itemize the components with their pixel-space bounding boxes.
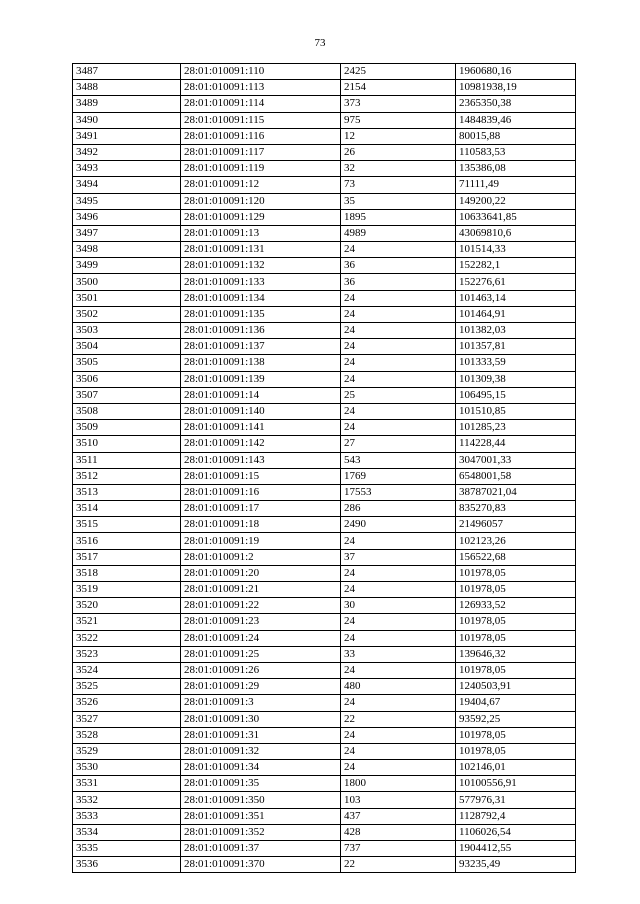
- row-number-cell: 3487: [73, 64, 181, 80]
- cadastral-number-cell: 28:01:010091:132: [181, 258, 341, 274]
- area-cell: 12: [341, 128, 456, 144]
- table-row: [73, 64, 576, 80]
- row-number-cell: 3496: [73, 209, 181, 225]
- row-number-cell: 3489: [73, 96, 181, 112]
- cadastral-value-cell: 577976,31: [456, 792, 576, 808]
- table-row: [73, 695, 576, 711]
- row-number-cell: 3516: [73, 533, 181, 549]
- cadastral-number-cell: 28:01:010091:23: [181, 614, 341, 630]
- cadastral-number-cell: 28:01:010091:110: [181, 64, 341, 80]
- cadastral-value-cell: 10100556,91: [456, 776, 576, 792]
- cadastral-number-cell: 28:01:010091:12: [181, 177, 341, 193]
- area-cell: 25: [341, 387, 456, 403]
- row-number-cell: 3536: [73, 857, 181, 873]
- cadastral-number-cell: 28:01:010091:21: [181, 582, 341, 598]
- table-row: [73, 614, 576, 630]
- row-number-cell: 3529: [73, 743, 181, 759]
- cadastral-number-cell: 28:01:010091:143: [181, 452, 341, 468]
- cadastral-value-cell: 101978,05: [456, 614, 576, 630]
- area-cell: 480: [341, 679, 456, 695]
- cadastral-number-cell: 28:01:010091:114: [181, 96, 341, 112]
- table-row: [73, 161, 576, 177]
- cadastral-value-cell: 102123,26: [456, 533, 576, 549]
- table-row: [73, 193, 576, 209]
- row-number-cell: 3502: [73, 306, 181, 322]
- cadastral-number-cell: 28:01:010091:24: [181, 630, 341, 646]
- table-row: [73, 727, 576, 743]
- cadastral-value-cell: 1960680,16: [456, 64, 576, 80]
- cadastral-value-cell: 10981938,19: [456, 80, 576, 96]
- table-row: [73, 339, 576, 355]
- cadastral-number-cell: 28:01:010091:3: [181, 695, 341, 711]
- table-row: [73, 565, 576, 581]
- cadastral-value-cell: 1240503,91: [456, 679, 576, 695]
- cadastral-value-cell: 110583,53: [456, 144, 576, 160]
- cadastral-value-cell: 101382,03: [456, 323, 576, 339]
- row-number-cell: 3493: [73, 161, 181, 177]
- cadastral-value-cell: 102146,01: [456, 760, 576, 776]
- row-number-cell: 3507: [73, 387, 181, 403]
- row-number-cell: 3501: [73, 290, 181, 306]
- cadastral-value-cell: 101978,05: [456, 662, 576, 678]
- cadastral-value-cell: 6548001,58: [456, 468, 576, 484]
- cadastral-value-cell: 835270,83: [456, 501, 576, 517]
- cadastral-number-cell: 28:01:010091:352: [181, 824, 341, 840]
- table-row: [73, 711, 576, 727]
- cadastral-number-cell: 28:01:010091:30: [181, 711, 341, 727]
- cadastral-number-cell: 28:01:010091:19: [181, 533, 341, 549]
- table-row: [73, 582, 576, 598]
- cadastral-value-cell: 135386,08: [456, 161, 576, 177]
- row-number-cell: 3531: [73, 776, 181, 792]
- cadastral-value-cell: 19404,67: [456, 695, 576, 711]
- cadastral-value-table: [72, 63, 576, 873]
- area-cell: 24: [341, 290, 456, 306]
- cadastral-value-cell: 101978,05: [456, 727, 576, 743]
- table-row: [73, 225, 576, 241]
- table-row: [73, 80, 576, 96]
- area-cell: 30: [341, 598, 456, 614]
- row-number-cell: 3533: [73, 808, 181, 824]
- cadastral-number-cell: 28:01:010091:2: [181, 549, 341, 565]
- row-number-cell: 3530: [73, 760, 181, 776]
- area-cell: 22: [341, 857, 456, 873]
- row-number-cell: 3526: [73, 695, 181, 711]
- cadastral-number-cell: 28:01:010091:32: [181, 743, 341, 759]
- cadastral-number-cell: 28:01:010091:134: [181, 290, 341, 306]
- row-number-cell: 3523: [73, 646, 181, 662]
- area-cell: 1895: [341, 209, 456, 225]
- area-cell: 373: [341, 96, 456, 112]
- cadastral-value-cell: 43069810,6: [456, 225, 576, 241]
- table-row: [73, 598, 576, 614]
- area-cell: 24: [341, 743, 456, 759]
- cadastral-value-cell: 152282,1: [456, 258, 576, 274]
- row-number-cell: 3513: [73, 484, 181, 500]
- table-row: [73, 501, 576, 517]
- cadastral-number-cell: 28:01:010091:31: [181, 727, 341, 743]
- cadastral-number-cell: 28:01:010091:141: [181, 420, 341, 436]
- row-number-cell: 3510: [73, 436, 181, 452]
- row-number-cell: 3527: [73, 711, 181, 727]
- area-cell: 24: [341, 760, 456, 776]
- cadastral-value-cell: 71111,49: [456, 177, 576, 193]
- table-row: [73, 549, 576, 565]
- table-row: [73, 824, 576, 840]
- cadastral-value-cell: 1904412,55: [456, 841, 576, 857]
- cadastral-value-cell: 1128792,4: [456, 808, 576, 824]
- table-row: [73, 274, 576, 290]
- table-row: [73, 177, 576, 193]
- table-row: [73, 484, 576, 500]
- cadastral-value-cell: 1484839,46: [456, 112, 576, 128]
- row-number-cell: 3498: [73, 242, 181, 258]
- table-row: [73, 808, 576, 824]
- row-number-cell: 3520: [73, 598, 181, 614]
- table-row: [73, 743, 576, 759]
- area-cell: 2154: [341, 80, 456, 96]
- cadastral-number-cell: 28:01:010091:14: [181, 387, 341, 403]
- row-number-cell: 3490: [73, 112, 181, 128]
- cadastral-number-cell: 28:01:010091:18: [181, 517, 341, 533]
- cadastral-value-cell: 156522,68: [456, 549, 576, 565]
- area-cell: 36: [341, 258, 456, 274]
- row-number-cell: 3497: [73, 225, 181, 241]
- cadastral-value-cell: 1106026,54: [456, 824, 576, 840]
- cadastral-number-cell: 28:01:010091:26: [181, 662, 341, 678]
- cadastral-number-cell: 28:01:010091:129: [181, 209, 341, 225]
- area-cell: 737: [341, 841, 456, 857]
- area-cell: 35: [341, 193, 456, 209]
- row-number-cell: 3492: [73, 144, 181, 160]
- cadastral-value-cell: 2365350,38: [456, 96, 576, 112]
- cadastral-number-cell: 28:01:010091:142: [181, 436, 341, 452]
- cadastral-value-cell: 101463,14: [456, 290, 576, 306]
- cadastral-value-cell: 101285,23: [456, 420, 576, 436]
- area-cell: 1769: [341, 468, 456, 484]
- cadastral-value-cell: 106495,15: [456, 387, 576, 403]
- cadastral-number-cell: 28:01:010091:138: [181, 355, 341, 371]
- area-cell: 543: [341, 452, 456, 468]
- table-row: [73, 387, 576, 403]
- area-cell: 2490: [341, 517, 456, 533]
- cadastral-number-cell: 28:01:010091:17: [181, 501, 341, 517]
- area-cell: 24: [341, 403, 456, 419]
- row-number-cell: 3504: [73, 339, 181, 355]
- table-row: [73, 841, 576, 857]
- cadastral-value-cell: 10633641,85: [456, 209, 576, 225]
- cadastral-number-cell: 28:01:010091:115: [181, 112, 341, 128]
- table-row: [73, 679, 576, 695]
- table-row: [73, 436, 576, 452]
- area-cell: 24: [341, 323, 456, 339]
- row-number-cell: 3500: [73, 274, 181, 290]
- table-row: [73, 96, 576, 112]
- table-row: [73, 242, 576, 258]
- area-cell: 975: [341, 112, 456, 128]
- table-row: [73, 144, 576, 160]
- area-cell: 17553: [341, 484, 456, 500]
- row-number-cell: 3519: [73, 582, 181, 598]
- area-cell: 437: [341, 808, 456, 824]
- cadastral-number-cell: 28:01:010091:131: [181, 242, 341, 258]
- row-number-cell: 3534: [73, 824, 181, 840]
- row-number-cell: 3514: [73, 501, 181, 517]
- area-cell: 24: [341, 727, 456, 743]
- cadastral-number-cell: 28:01:010091:139: [181, 371, 341, 387]
- row-number-cell: 3506: [73, 371, 181, 387]
- row-number-cell: 3505: [73, 355, 181, 371]
- cadastral-number-cell: 28:01:010091:351: [181, 808, 341, 824]
- table-row: [73, 857, 576, 873]
- cadastral-value-cell: 101333,59: [456, 355, 576, 371]
- cadastral-value-cell: 139646,32: [456, 646, 576, 662]
- cadastral-value-cell: 101309,38: [456, 371, 576, 387]
- cadastral-value-cell: 101978,05: [456, 582, 576, 598]
- cadastral-value-cell: 80015,88: [456, 128, 576, 144]
- table-row: [73, 776, 576, 792]
- table-row: [73, 533, 576, 549]
- cadastral-value-cell: 93592,25: [456, 711, 576, 727]
- area-cell: 36: [341, 274, 456, 290]
- cadastral-number-cell: 28:01:010091:29: [181, 679, 341, 695]
- table-row: [73, 323, 576, 339]
- cadastral-number-cell: 28:01:010091:133: [181, 274, 341, 290]
- area-cell: 24: [341, 420, 456, 436]
- cadastral-number-cell: 28:01:010091:350: [181, 792, 341, 808]
- table-row: [73, 128, 576, 144]
- row-number-cell: 3512: [73, 468, 181, 484]
- area-cell: 37: [341, 549, 456, 565]
- cadastral-number-cell: 28:01:010091:37: [181, 841, 341, 857]
- cadastral-number-cell: 28:01:010091:117: [181, 144, 341, 160]
- row-number-cell: 3517: [73, 549, 181, 565]
- row-number-cell: 3499: [73, 258, 181, 274]
- area-cell: 286: [341, 501, 456, 517]
- cadastral-number-cell: 28:01:010091:116: [181, 128, 341, 144]
- cadastral-number-cell: 28:01:010091:113: [181, 80, 341, 96]
- row-number-cell: 3532: [73, 792, 181, 808]
- row-number-cell: 3524: [73, 662, 181, 678]
- row-number-cell: 3488: [73, 80, 181, 96]
- cadastral-value-cell: 38787021,04: [456, 484, 576, 500]
- row-number-cell: 3518: [73, 565, 181, 581]
- cadastral-number-cell: 28:01:010091:137: [181, 339, 341, 355]
- row-number-cell: 3494: [73, 177, 181, 193]
- area-cell: 1800: [341, 776, 456, 792]
- table-row: [73, 760, 576, 776]
- row-number-cell: 3508: [73, 403, 181, 419]
- area-cell: 24: [341, 371, 456, 387]
- table-row: [73, 662, 576, 678]
- table-row: [73, 290, 576, 306]
- row-number-cell: 3525: [73, 679, 181, 695]
- cadastral-value-cell: 93235,49: [456, 857, 576, 873]
- cadastral-number-cell: 28:01:010091:20: [181, 565, 341, 581]
- cadastral-number-cell: 28:01:010091:35: [181, 776, 341, 792]
- row-number-cell: 3495: [73, 193, 181, 209]
- row-number-cell: 3535: [73, 841, 181, 857]
- area-cell: 24: [341, 582, 456, 598]
- table-row: [73, 420, 576, 436]
- table-row: [73, 646, 576, 662]
- cadastral-value-cell: 101978,05: [456, 630, 576, 646]
- area-cell: 24: [341, 695, 456, 711]
- row-number-cell: 3528: [73, 727, 181, 743]
- area-cell: 428: [341, 824, 456, 840]
- area-cell: 33: [341, 646, 456, 662]
- table-body: [73, 64, 576, 873]
- cadastral-number-cell: 28:01:010091:22: [181, 598, 341, 614]
- cadastral-value-cell: 152276,61: [456, 274, 576, 290]
- table-row: [73, 306, 576, 322]
- area-cell: 32: [341, 161, 456, 177]
- row-number-cell: 3503: [73, 323, 181, 339]
- area-cell: 2425: [341, 64, 456, 80]
- area-cell: 24: [341, 355, 456, 371]
- cadastral-value-cell: 101510,85: [456, 403, 576, 419]
- table-row: [73, 452, 576, 468]
- table-row: [73, 517, 576, 533]
- cadastral-number-cell: 28:01:010091:15: [181, 468, 341, 484]
- area-cell: 24: [341, 662, 456, 678]
- area-cell: 26: [341, 144, 456, 160]
- area-cell: 24: [341, 306, 456, 322]
- area-cell: 103: [341, 792, 456, 808]
- cadastral-value-cell: 21496057: [456, 517, 576, 533]
- area-cell: 22: [341, 711, 456, 727]
- table-row: [73, 112, 576, 128]
- table-row: [73, 630, 576, 646]
- cadastral-number-cell: 28:01:010091:119: [181, 161, 341, 177]
- table-row: [73, 468, 576, 484]
- cadastral-number-cell: 28:01:010091:13: [181, 225, 341, 241]
- cadastral-value-cell: 101514,33: [456, 242, 576, 258]
- cadastral-value-cell: 101464,91: [456, 306, 576, 322]
- area-cell: 24: [341, 614, 456, 630]
- row-number-cell: 3511: [73, 452, 181, 468]
- cadastral-number-cell: 28:01:010091:34: [181, 760, 341, 776]
- cadastral-number-cell: 28:01:010091:25: [181, 646, 341, 662]
- row-number-cell: 3521: [73, 614, 181, 630]
- row-number-cell: 3522: [73, 630, 181, 646]
- row-number-cell: 3509: [73, 420, 181, 436]
- cadastral-number-cell: 28:01:010091:16: [181, 484, 341, 500]
- area-cell: 4989: [341, 225, 456, 241]
- cadastral-value-cell: 101978,05: [456, 743, 576, 759]
- area-cell: 24: [341, 630, 456, 646]
- row-number-cell: 3491: [73, 128, 181, 144]
- cadastral-value-cell: 114228,44: [456, 436, 576, 452]
- area-cell: 24: [341, 242, 456, 258]
- table-row: [73, 258, 576, 274]
- cadastral-value-cell: 149200,22: [456, 193, 576, 209]
- cadastral-number-cell: 28:01:010091:120: [181, 193, 341, 209]
- table-row: [73, 209, 576, 225]
- cadastral-value-cell: 101357,81: [456, 339, 576, 355]
- cadastral-value-cell: 3047001,33: [456, 452, 576, 468]
- cadastral-number-cell: 28:01:010091:135: [181, 306, 341, 322]
- table-row: [73, 371, 576, 387]
- page-number: 73: [314, 37, 326, 49]
- table-row: [73, 403, 576, 419]
- area-cell: 27: [341, 436, 456, 452]
- table-row: [73, 355, 576, 371]
- table-row: [73, 792, 576, 808]
- cadastral-value-cell: 101978,05: [456, 565, 576, 581]
- cadastral-number-cell: 28:01:010091:136: [181, 323, 341, 339]
- area-cell: 24: [341, 533, 456, 549]
- area-cell: 73: [341, 177, 456, 193]
- area-cell: 24: [341, 565, 456, 581]
- cadastral-number-cell: 28:01:010091:140: [181, 403, 341, 419]
- cadastral-number-cell: 28:01:010091:370: [181, 857, 341, 873]
- row-number-cell: 3515: [73, 517, 181, 533]
- area-cell: 24: [341, 339, 456, 355]
- cadastral-value-cell: 126933,52: [456, 598, 576, 614]
